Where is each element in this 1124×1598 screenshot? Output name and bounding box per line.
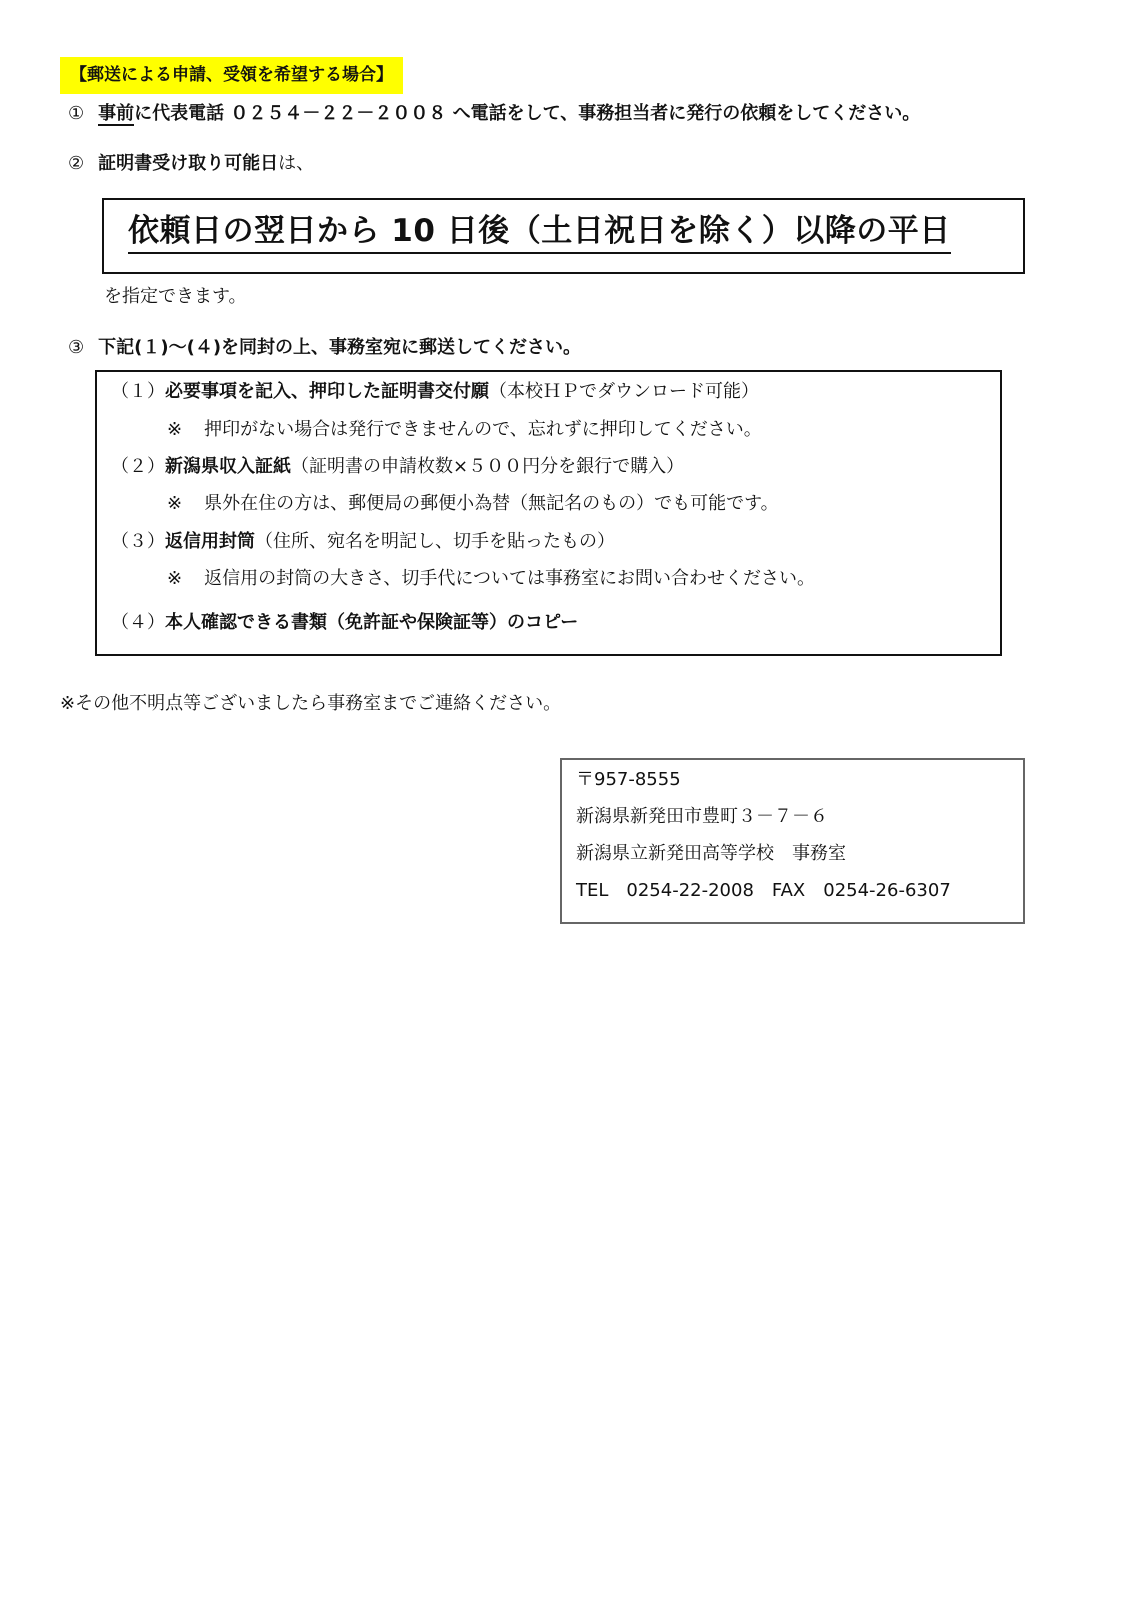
list-item-bold: 返信用封筒 [165, 531, 255, 552]
note-text: 押印がない場合は発行できませんので、忘れずに押印してください。 [204, 419, 762, 440]
list-item-number: （１） [111, 381, 165, 402]
street-address: 新潟県新発田市豊町３－７－６ [576, 806, 828, 827]
step-1-number: ① [68, 103, 85, 124]
list-item-number: （３） [111, 531, 165, 552]
step-2-bold-text: 証明書受け取り可能日 [98, 153, 279, 174]
list-item-4 [111, 611, 578, 635]
step-3 [68, 336, 581, 360]
step-1 [68, 102, 920, 126]
available-date-box [102, 198, 1025, 274]
list-item-2-note [167, 492, 779, 516]
enclosure-list-box [95, 370, 1002, 656]
list-item-number: （４） [111, 612, 165, 633]
list-item-bold: 本人確認できる書類（免許証や保険証等）のコピー [165, 612, 579, 633]
list-item-2 [111, 455, 684, 479]
contact-numbers: TEL 0254-22-2008 FAX 0254-26-6307 [576, 880, 951, 901]
list-item-bold: 新潟県収入証紙 [165, 456, 291, 477]
footer-note: ※その他不明点等ございましたら事務室までご連絡ください。 [60, 693, 562, 714]
note-mark: ※ [167, 419, 183, 440]
step-3-number: ③ [68, 337, 85, 358]
step-2-after-text: を指定できます。 [104, 286, 247, 307]
address-box [560, 758, 1025, 924]
note-text: 返信用の封筒の大きさ、切手代については事務室にお問い合わせください。 [204, 568, 816, 589]
note-mark: ※ [167, 493, 183, 514]
list-item-plain: （証明書の申請枚数×５００円分を銀行で購入） [291, 456, 685, 477]
section-heading: 【郵送による申請、受領を希望する場合】 [60, 57, 403, 94]
available-date-text: 依頼日の翌日から 10 日後（土日祝日を除く）以降の平日 [128, 210, 951, 254]
list-item-number: （２） [111, 456, 165, 477]
step-2-number: ② [68, 153, 85, 174]
list-item-plain: （住所、宛名を明記し、切手を貼ったもの） [255, 531, 615, 552]
list-item-plain: （本校ＨＰでダウンロード可能） [489, 381, 759, 402]
list-item-1-note [167, 418, 762, 442]
list-item-bold: 必要事項を記入、押印した証明書交付願 [165, 381, 489, 402]
list-item-1 [111, 380, 759, 404]
school-office: 新潟県立新発田高等学校 事務室 [576, 843, 846, 864]
note-mark: ※ [167, 568, 183, 589]
note-text: 県外在住の方は、郵便局の郵便小為替（無記名のもの）でも可能です。 [204, 493, 779, 514]
step-2-plain-text: は、 [278, 153, 315, 174]
postal-code: 〒957-8555 [576, 769, 681, 790]
step-2 [68, 152, 314, 176]
list-item-3 [111, 530, 615, 554]
step-1-text: に代表電話 ０２５４－２２－２００８ へ電話をして、事務担当者に発行の依頼をしてください。 [134, 103, 921, 124]
step-1-underlined-text: 事前 [98, 103, 135, 124]
step-3-text: 下記(１)～(４)を同封の上、事務室宛に郵送してください。 [98, 337, 582, 358]
list-item-3-note [167, 567, 815, 591]
